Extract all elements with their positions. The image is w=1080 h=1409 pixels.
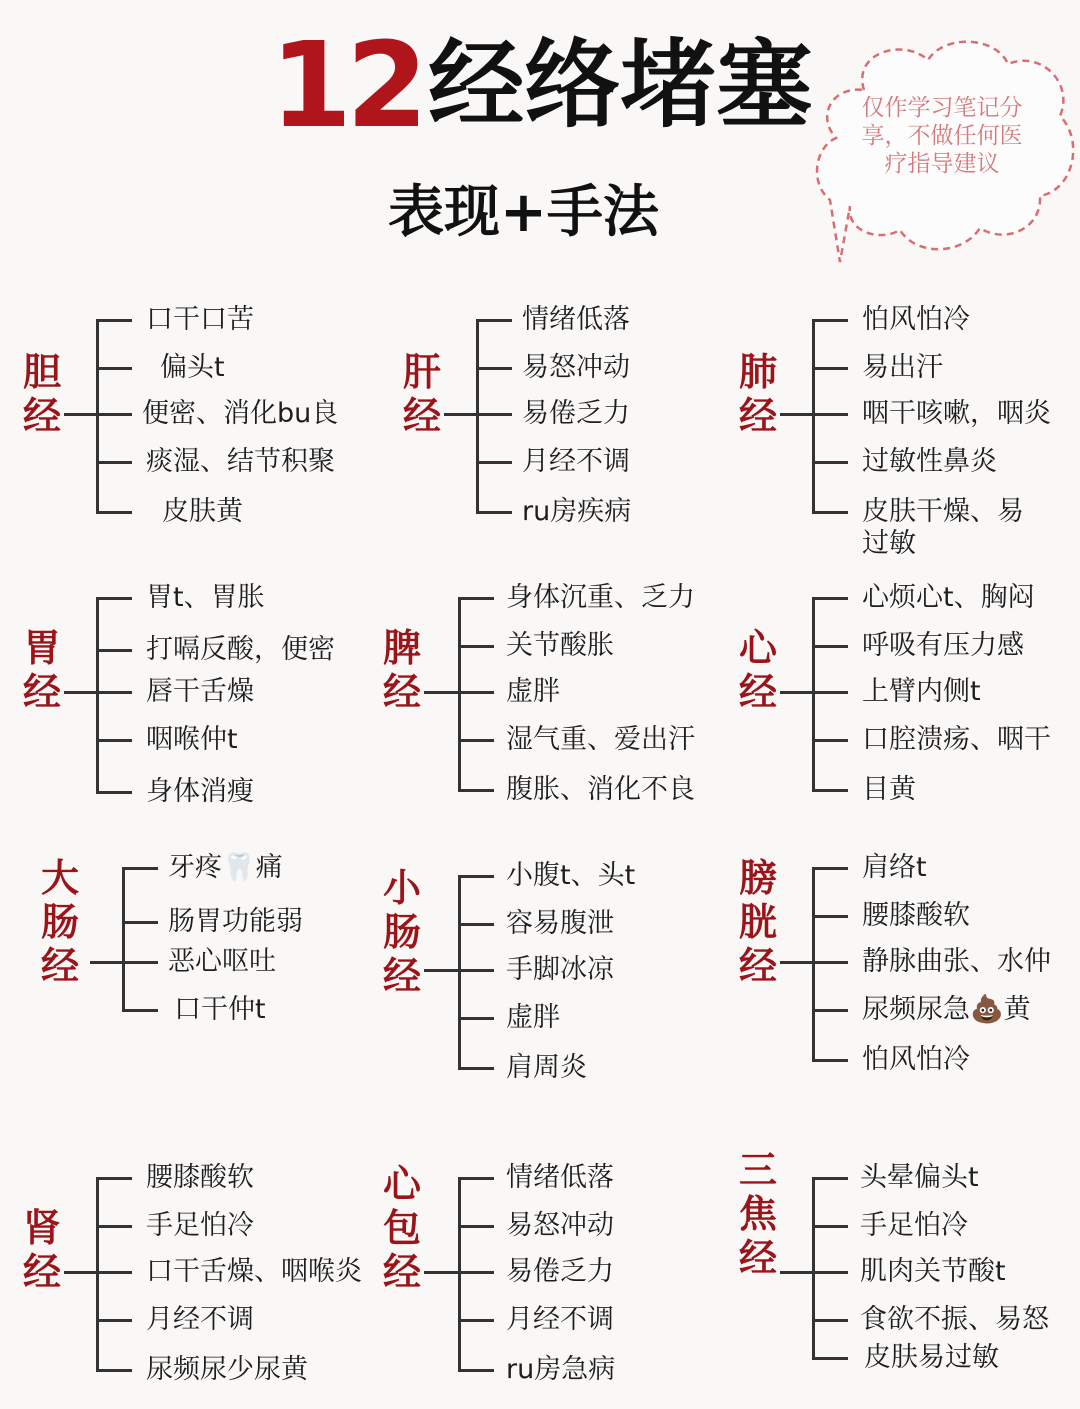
symptom-item: 月经不调 — [506, 1304, 614, 1335]
branch-line — [458, 1271, 494, 1274]
branch-line — [458, 1319, 494, 1322]
symptom-item: 目黄 — [862, 774, 916, 805]
branch-line — [122, 921, 158, 924]
branch-line — [96, 1319, 132, 1322]
trunk-line — [96, 1177, 99, 1372]
trunk-line — [96, 597, 99, 794]
branch-line — [96, 649, 132, 652]
branch-line — [458, 923, 494, 926]
trunk-line — [458, 1177, 461, 1372]
title-text: 经络堵塞 — [428, 29, 813, 141]
branch-line — [812, 1009, 848, 1012]
symptom-item: 手足怕冷 — [860, 1210, 968, 1241]
symptom-item: 手脚冰凉 — [506, 954, 614, 985]
branch-line — [812, 367, 848, 370]
symptom-item: 容易腹泄 — [506, 908, 614, 939]
branch-line — [96, 1271, 132, 1274]
symptom-item: 皮肤易过敏 — [864, 1342, 999, 1373]
symptom-item: 情绪低落 — [522, 304, 630, 335]
symptom-item: 肩周炎 — [506, 1052, 587, 1083]
branch-line — [96, 511, 132, 514]
symptom-item: 口干舌燥、咽喉炎 — [146, 1256, 362, 1287]
branch-line — [476, 413, 512, 416]
symptom-item: 过敏性鼻炎 — [862, 446, 997, 477]
symptom-item: 关节酸胀 — [506, 630, 614, 661]
symptom-item: 唇干舌燥 — [146, 676, 254, 707]
branch-line — [458, 789, 494, 792]
symptom-item: 易倦乏力 — [506, 1256, 614, 1287]
trunk-line — [812, 1177, 815, 1360]
branch-line — [812, 1225, 848, 1228]
branch-line — [476, 319, 512, 322]
trunk-line — [96, 319, 99, 514]
meridian-name: 心经 — [738, 625, 777, 714]
branch-line — [96, 319, 132, 322]
branch-line — [458, 645, 494, 648]
meridian-name: 肾经 — [22, 1205, 61, 1294]
branch-line — [812, 413, 848, 416]
branch-line — [96, 1369, 132, 1372]
disclaimer-note: 仅作学习笔记分享，不做任何医疗指导建议 — [861, 95, 1023, 177]
symptom-item: 呼吸有压力感 — [862, 630, 1024, 661]
branch-line — [812, 319, 848, 322]
branch-line — [458, 1177, 494, 1180]
symptom-item: 痰湿、结节积聚 — [146, 446, 335, 477]
meridian-name: 肺经 — [738, 349, 777, 438]
branch-line — [812, 961, 848, 964]
symptom-item: 上臂内侧t — [862, 676, 981, 707]
symptom-item: 静脉曲张、水仲 — [862, 946, 1051, 977]
symptom-item: 易倦乏力 — [522, 398, 630, 429]
branch-line — [96, 791, 132, 794]
symptom-item: 易怒冲动 — [522, 352, 630, 383]
symptom-item: 易怒冲动 — [506, 1210, 614, 1241]
branch-line — [458, 1017, 494, 1020]
page-subtitle: 表现+手法 — [388, 180, 659, 245]
meridian-name: 心包经 — [382, 1161, 421, 1294]
branch-line — [476, 461, 512, 464]
branch-line — [458, 1369, 494, 1372]
branch-line — [458, 597, 494, 600]
symptom-item: 虚胖 — [506, 676, 560, 707]
trunk-line — [458, 875, 461, 1070]
branch-line — [812, 1059, 848, 1062]
symptom-item: 咽干咳嗽，咽炎 — [862, 398, 1051, 429]
trunk-line — [122, 867, 125, 1012]
branch-line — [812, 867, 848, 870]
branch-line — [96, 461, 132, 464]
symptom-item: 腹胀、消化不良 — [506, 774, 695, 805]
branch-line — [458, 875, 494, 878]
trunk-line — [458, 597, 461, 792]
branch-line — [812, 915, 848, 918]
symptom-item: 皮肤干燥、易过敏 — [862, 496, 1024, 559]
symptom-item: 虚胖 — [506, 1002, 560, 1033]
branch-line — [812, 1177, 848, 1180]
symptom-item: 怕风怕冷 — [862, 1044, 970, 1075]
symptom-item: 肠胃功能弱 — [168, 906, 303, 937]
branch-line — [122, 867, 158, 870]
trunk-line — [476, 319, 479, 514]
symptom-item: 食欲不振、易怒 — [860, 1304, 1049, 1335]
symptom-item: 皮肤黄 — [162, 496, 243, 527]
branch-line — [458, 1067, 494, 1070]
symptom-item: 手足怕冷 — [146, 1210, 254, 1241]
branch-line — [812, 1271, 848, 1274]
symptom-item: 腰膝酸软 — [862, 900, 970, 931]
symptom-item: 胃t、胃胀 — [146, 582, 265, 613]
symptom-item: 肌肉关节酸t — [860, 1256, 1006, 1287]
symptom-item: 口干仲t — [174, 994, 266, 1025]
branch-line — [122, 961, 158, 964]
symptom-item: 身体沉重、乏力 — [506, 582, 695, 613]
symptom-item: 尿频尿急💩黄 — [862, 994, 1031, 1025]
branch-line — [96, 1177, 132, 1180]
page-title — [270, 16, 813, 154]
symptom-item: 怕风怕冷 — [862, 304, 970, 335]
symptom-item: 月经不调 — [522, 446, 630, 477]
symptom-item: 肩络t — [862, 852, 927, 883]
branch-line — [476, 367, 512, 370]
symptom-item: 身体消瘦 — [146, 776, 254, 807]
symptom-item: 头晕偏头t — [860, 1162, 979, 1193]
trunk-line — [812, 867, 815, 1062]
symptom-item: 心烦心t、胸闷 — [862, 582, 1035, 613]
branch-line — [458, 691, 494, 694]
trunk-line — [812, 597, 815, 792]
symptom-item: 小腹t、头t — [506, 860, 636, 891]
meridian-name: 大肠经 — [40, 855, 79, 988]
meridian-name: 膀胱经 — [738, 855, 777, 988]
branch-line — [458, 739, 494, 742]
meridian-name: 三焦经 — [738, 1147, 777, 1280]
branch-line — [122, 1009, 158, 1012]
branch-line — [812, 789, 848, 792]
symptom-item: 口腔溃疡、咽干 — [862, 724, 1051, 755]
branch-line — [96, 367, 132, 370]
meridian-name: 胆经 — [22, 349, 61, 438]
symptom-item: ru房急病 — [506, 1354, 616, 1385]
branch-line — [812, 691, 848, 694]
meridian-name: 脾经 — [382, 625, 421, 714]
symptom-item: 便密、消化bu良 — [142, 398, 339, 429]
symptom-item: 湿气重、爱出汗 — [506, 724, 695, 755]
symptom-item: 尿频尿少尿黄 — [146, 1354, 308, 1385]
symptom-item: 咽喉仲t — [146, 724, 238, 755]
trunk-line — [812, 319, 815, 514]
branch-line — [96, 739, 132, 742]
branch-line — [458, 1225, 494, 1228]
branch-line — [812, 511, 848, 514]
branch-line — [96, 413, 132, 416]
symptom-item: 腰膝酸软 — [146, 1162, 254, 1193]
branch-line — [476, 511, 512, 514]
branch-line — [812, 1319, 848, 1322]
branch-line — [812, 461, 848, 464]
symptom-item: 月经不调 — [146, 1304, 254, 1335]
branch-line — [812, 597, 848, 600]
symptom-item: 口干口苦 — [146, 304, 254, 335]
branch-line — [458, 969, 494, 972]
symptom-item: 偏头t — [160, 352, 225, 383]
symptom-item: 牙疼🦷痛 — [168, 852, 283, 883]
symptom-item: 打嗝反酸，便密 — [146, 634, 335, 665]
branch-line — [96, 1225, 132, 1228]
branch-line — [812, 645, 848, 648]
meridian-name: 胃经 — [22, 625, 61, 714]
meridian-name: 肝经 — [402, 349, 441, 438]
branch-line — [96, 691, 132, 694]
watermark — [840, 1344, 1040, 1374]
symptom-item: 恶心呕吐 — [168, 946, 276, 977]
title-number: 12 — [270, 16, 423, 154]
branch-line — [812, 739, 848, 742]
symptom-item: ru房疾病 — [522, 496, 632, 527]
meridian-name: 小肠经 — [382, 865, 421, 998]
symptom-item: 情绪低落 — [506, 1162, 614, 1193]
branch-line — [96, 597, 132, 600]
symptom-item: 易出汗 — [862, 352, 943, 383]
